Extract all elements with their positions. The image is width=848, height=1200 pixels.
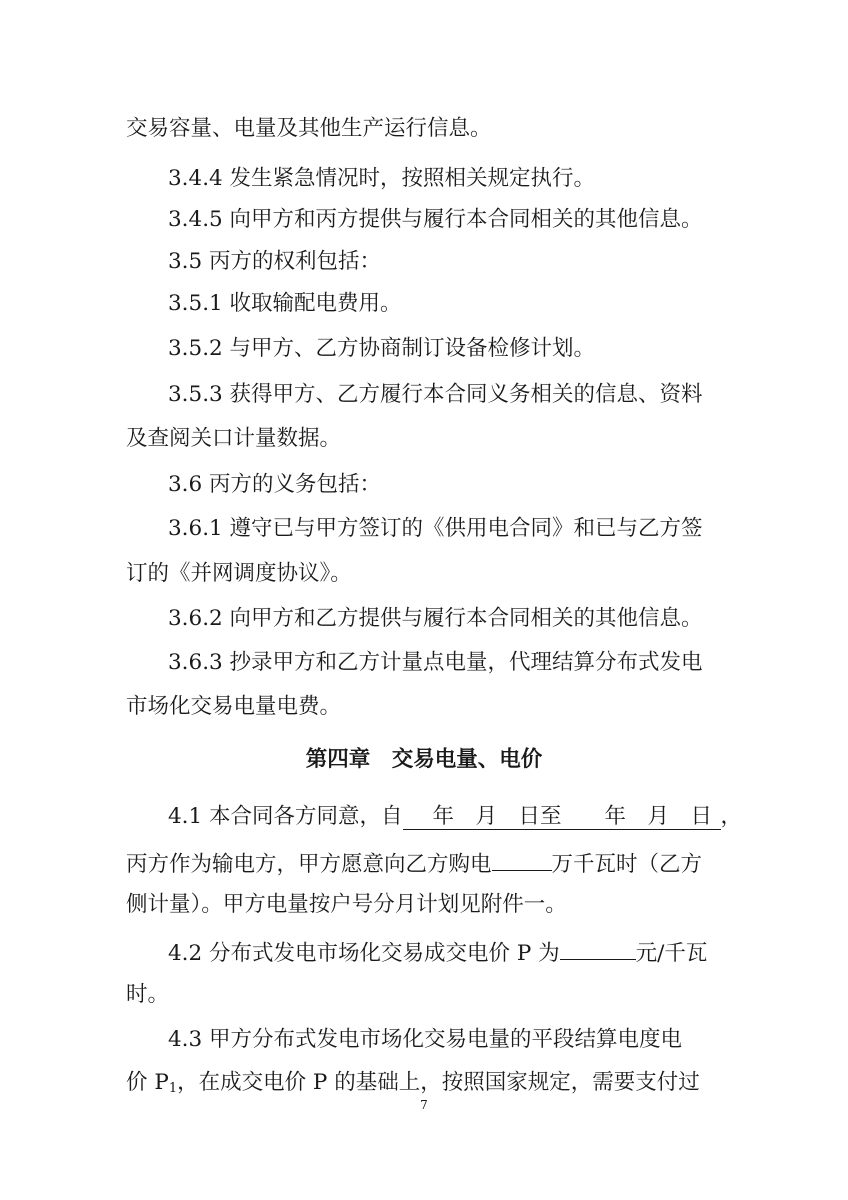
- clause-3-5-3: 3.5.3 获得甲方、乙方履行本合同义务相关的信息、资料: [168, 382, 703, 407]
- subscript: 1: [168, 1081, 178, 1096]
- clause-3-5-2: 3.5.2 与甲方、乙方协商制订设备检修计划。: [168, 336, 596, 361]
- clause-3-4-4: 3.4.4 发生紧急情况时，按照相关规定执行。: [168, 166, 596, 191]
- paragraph-line: 及查阅关口计量数据。: [126, 426, 342, 451]
- clause-4-3: 4.3 甲方分布式发电市场化交易电量的平段结算电度电: [168, 1027, 683, 1052]
- paragraph-line: 交易容量、电量及其他生产运行信息。: [126, 116, 492, 141]
- clause-4-1-text: 丙方作为输电方，甲方愿意向乙方购电: [126, 852, 492, 877]
- paragraph-line: 时。: [126, 982, 170, 1007]
- clause-3-6-3: 3.6.3 抄录甲方和乙方计量点电量，代理结算分布式发电: [168, 650, 703, 675]
- clause-3-5: 3.5 丙方的权利包括：: [168, 249, 382, 274]
- clause-4-1-line-2: [126, 846, 702, 880]
- transaction-price-field[interactable]: [560, 935, 636, 960]
- clause-3-5-1: 3.5.1 收取输配电费用。: [168, 291, 402, 316]
- clause-4-1-prefix: 4.1 本合同各方同意，自: [168, 804, 403, 829]
- clause-4-1-unit: 万千瓦时（乙方: [551, 852, 703, 877]
- clause-3-4-5: 3.4.5 向甲方和丙方提供与履行本合同相关的其他信息。: [168, 207, 703, 232]
- clause-4-2: [168, 935, 707, 969]
- paragraph-line: 订的《并网调度协议》。: [126, 561, 352, 586]
- paragraph-line: 市场化交易电量电费。: [126, 694, 342, 719]
- clause-3-6-1: 3.6.1 遵守已与甲方签订的《供用电合同》和已与乙方签: [168, 516, 703, 541]
- paragraph-line: 侧计量）。甲方电量按户号分月计划见附件一。: [126, 892, 567, 917]
- contract-period-field[interactable]: 年 月 日至 年 月 日: [403, 805, 721, 830]
- clause-3-6-2: 3.6.2 向甲方和乙方提供与履行本合同相关的其他信息。: [168, 606, 703, 631]
- page-number: 7: [420, 1098, 428, 1112]
- clause-4-3-text: 价 P: [126, 1070, 169, 1095]
- clause-4-1-suffix: ，: [720, 804, 743, 829]
- clause-3-6: 3.6 丙方的义务包括：: [168, 472, 382, 497]
- clause-4-2-text: 4.2 分布式发电市场化交易成交电价 P 为: [168, 941, 560, 966]
- clause-4-3-text: ，在成交电价 P 的基础上，按照国家规定，需要支付过: [177, 1070, 700, 1095]
- chapter-heading: 第四章 交易电量、电价: [305, 747, 543, 772]
- clause-4-1: [168, 802, 742, 832]
- clause-4-2-unit: 元/千瓦: [635, 941, 708, 966]
- purchase-quantity-field[interactable]: [492, 846, 552, 871]
